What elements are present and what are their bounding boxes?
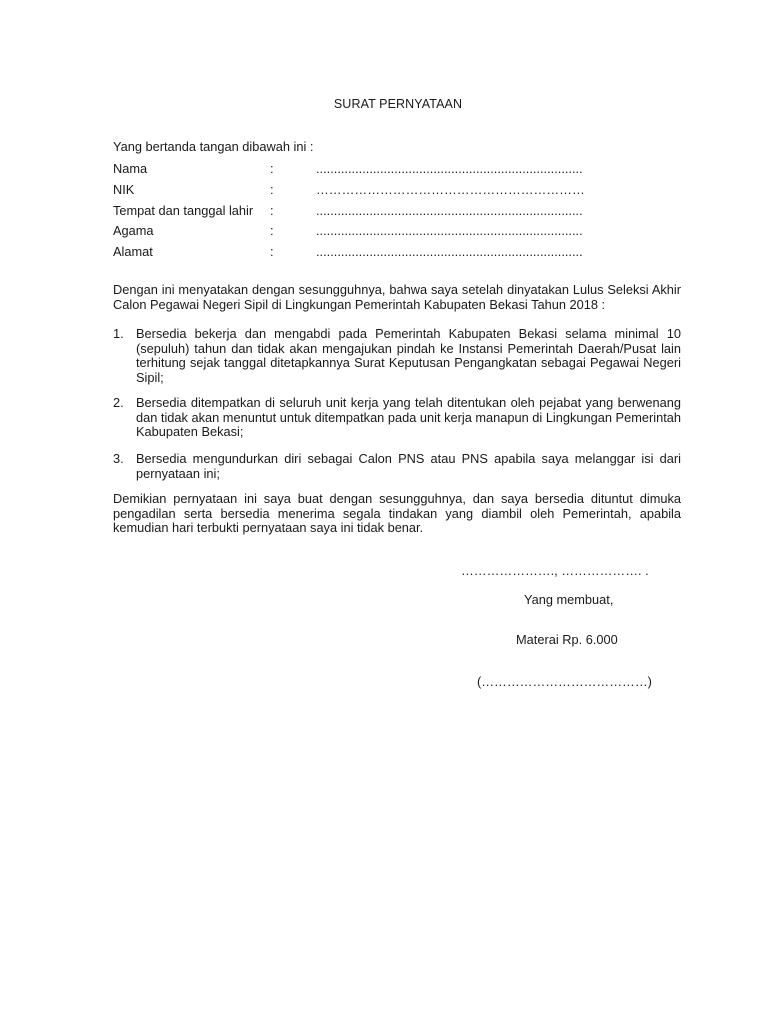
- field-label: Agama: [113, 223, 154, 238]
- field-nik: [113, 182, 673, 198]
- list-item-text: Bersedia ditempatkan di seluruh unit kerja yang telah ditentukan oleh pejabat yang berwenang dan tidak akan menuntut untuk ditempatkan pada unit kerja manapun di Lingkungan Pemerintah Kabupaten Bekasi;: [136, 395, 681, 440]
- field-colon: :: [270, 161, 274, 176]
- field-blank: ...........................................................................: [316, 161, 583, 176]
- field-label: Nama: [113, 161, 148, 176]
- field-label: NIK: [113, 182, 135, 197]
- list-number: 3.: [113, 451, 124, 466]
- place-date-line: …………………., ………………. .: [461, 563, 649, 578]
- field-tempat-tanggal-lahir: [113, 203, 673, 219]
- field-colon: :: [270, 244, 274, 259]
- field-agama: [113, 223, 673, 239]
- list-item-text: Bersedia bekerja dan mengabdi pada Pemerintah Kabupaten Bekasi selama minimal 10 (sepuluh) tahun dan tidak akan mengajukan pindah ke Instansi Pemerintah Daerah/Pusat lain terhitung sejak tanggal ditetapkannya Surat Keputusan Pengangkatan sebagai Pegawai Negeri Sipil;: [136, 326, 681, 385]
- signature-name-line: (…………………………………): [477, 674, 652, 689]
- field-blank: ………………………………………………………: [316, 182, 585, 197]
- field-alamat: [113, 244, 673, 260]
- field-colon: :: [270, 223, 274, 238]
- field-blank: ...........................................................................: [316, 203, 583, 218]
- field-colon: :: [270, 182, 274, 197]
- list-number: 1.: [113, 326, 124, 341]
- statement-paragraph: Dengan ini menyatakan dengan sesungguhnya, bahwa saya setelah dinyatakan Lulus Seleksi Akhir Calon Pegawai Negeri Sipil di Lingkungan Pemerintah Kabupaten Bekasi Tahun 2018 :: [113, 282, 681, 312]
- field-label: Alamat: [113, 244, 153, 259]
- list-number: 2.: [113, 395, 124, 410]
- intro-text: Yang bertanda tangan dibawah ini :: [113, 139, 314, 154]
- list-item-text: Bersedia mengundurkan diri sebagai Calon PNS atau PNS apabila saya melanggar isi dari pernyataan ini;: [136, 451, 681, 481]
- closing-paragraph: Demikian pernyataan ini saya buat dengan sesungguhnya, dan saya bersedia dituntut dimuka pengadilan serta bersedia menerima segala tindakan yang diambil oleh Pemerintah, apabila kemudian hari terbukti pernyataan saya ini tidak benar.: [113, 491, 681, 536]
- field-blank: ...........................................................................: [316, 244, 583, 259]
- field-blank: ...........................................................................: [316, 223, 583, 238]
- document-title: SURAT PERNYATAAN: [333, 97, 463, 111]
- signer-label: Yang membuat,: [524, 592, 614, 607]
- field-label: Tempat dan tanggal lahir: [113, 203, 254, 218]
- field-colon: :: [270, 203, 274, 218]
- stamp-duty-label: Materai Rp. 6.000: [516, 632, 618, 647]
- field-nama: [113, 161, 673, 177]
